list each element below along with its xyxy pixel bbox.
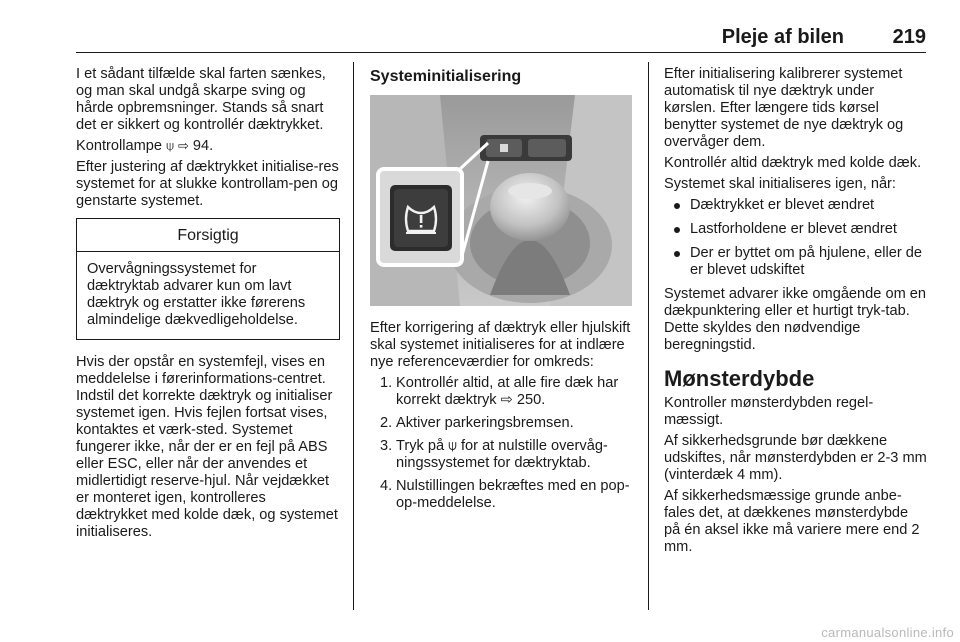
list-item: Der er byttet om på hjulene, eller de er blevet udskiftet bbox=[664, 245, 928, 279]
list-item: 2. Aktiver parkeringsbremsen. bbox=[380, 415, 574, 431]
section-title-tread-depth: Mønsterdybde bbox=[664, 366, 815, 391]
paragraph-tread-replace: Af sikkerhedsgrunde bør dækkene udskiftes, når mønsterdybden er 2-3 mm (vinterdæk 4 mm). bbox=[664, 433, 927, 483]
paragraph-no-instant-warning: Systemet advarer ikke omgående om en dækpunktering eller et hurtigt tryk-tab. Dette skyldes den nødvendige beregningstid. bbox=[664, 286, 927, 353]
column-divider-right bbox=[648, 62, 649, 610]
header-rule bbox=[76, 52, 926, 53]
list-item: 1. Kontrollér altid, at alle fire dæk har korrekt dæktryk ⇨ 250. bbox=[380, 375, 619, 408]
watermark: carmanualsonline.info bbox=[821, 625, 954, 640]
bullet-icon bbox=[674, 251, 680, 257]
list-item: 3. Tryk på ⍦ for at nulstille overvåg-ningssystemet for dæktryktab. bbox=[380, 438, 608, 471]
paragraph-after-adjust: Efter justering af dæktrykket initialise-res systemet for at slukke kontrollam-pen og genstarte systemet. bbox=[76, 159, 339, 209]
paragraph-calibration: Efter initialisering kalibrerer systemet automatisk til nye dæktryk under kørslen. Efter længere tids kørsel benytter systemet de nye dæktryk og overvåger dem. bbox=[664, 66, 904, 150]
paragraph-speed-warning: I et sådant tilfælde skal farten sænkes, og man skal undgå skarpe sving og hårde opbremsninger. Stands så snart det er sikkert og kontrollér dæktrykket. bbox=[76, 66, 326, 133]
paragraph-tread-check: Kontroller mønsterdybden regel-mæssigt. bbox=[664, 395, 874, 428]
paragraph-tread-axle: Af sikkerhedsmæssige grunde anbe-fales det, at dækkenes mønsterdybde på én aksel ikke må variere mere end 2 mm. bbox=[664, 488, 920, 555]
caution-box bbox=[76, 218, 340, 340]
page-header bbox=[76, 24, 926, 54]
list-item: Lastforholdene er blevet ændret bbox=[664, 221, 928, 238]
paragraph-initialise-intro: Efter korrigering af dæktryk eller hjulskift skal systemet initialiseres for at indlære nye referenceværdier for omkreds: bbox=[370, 320, 631, 370]
tire-pressure-icon: ⍦ bbox=[166, 139, 174, 154]
column-left bbox=[76, 66, 340, 545]
bullet-icon bbox=[674, 203, 680, 209]
reinit-conditions bbox=[664, 197, 928, 279]
initialisation-steps bbox=[370, 375, 634, 512]
bullet-icon bbox=[674, 227, 680, 233]
caution-heading: Forsigtig bbox=[77, 219, 339, 252]
paragraph-system-fault: Hvis der opstår en systemfejl, vises en meddelelse i førerinformations-centret. Indstil det korrekte dæktryk og initialiser systemet igen. Hvis fejlen fortsat vises, kontaktes et værk-sted. Systemet fungerer ikke, når der er en fejl på ABS eller ESC, eller når der anvendes et midlertidigt reserve-hjul. Når vejdækket er monteret igen, kontrolleres dæktrykket med kolde dæk, og systemet initialiseres. bbox=[76, 354, 338, 540]
column-middle bbox=[370, 66, 634, 518]
column-divider-left bbox=[353, 62, 354, 610]
column-right bbox=[664, 66, 928, 560]
section-title-initialisation: Systeminitialisering bbox=[370, 68, 522, 85]
list-item: 4. Nulstillingen bekræftes med en pop-op-meddelelse. bbox=[380, 478, 630, 511]
list-item: Dæktrykket er blevet ændret bbox=[664, 197, 928, 214]
paragraph-indicator-ref bbox=[76, 138, 340, 155]
indicator-page-ref: 94. bbox=[192, 138, 214, 154]
console-button-illustration bbox=[370, 95, 632, 306]
paragraph-reinit-when: Systemet skal initialiseres igen, når: bbox=[664, 176, 896, 192]
caution-body: Overvågningssystemet for dæktryktab advarer kun om lavt dæktryk og erstatter ikke førerens almindelige dækvedligeholdelse. bbox=[87, 261, 306, 328]
indicator-label: Kontrollampe bbox=[76, 138, 162, 154]
paragraph-cold-check: Kontrollér altid dæktryk med kolde dæk. bbox=[664, 155, 922, 171]
page-ref-arrow-icon: ⇨ bbox=[177, 139, 189, 154]
page-number: 219 bbox=[892, 26, 926, 48]
chapter-title: Pleje af bilen bbox=[721, 26, 844, 48]
